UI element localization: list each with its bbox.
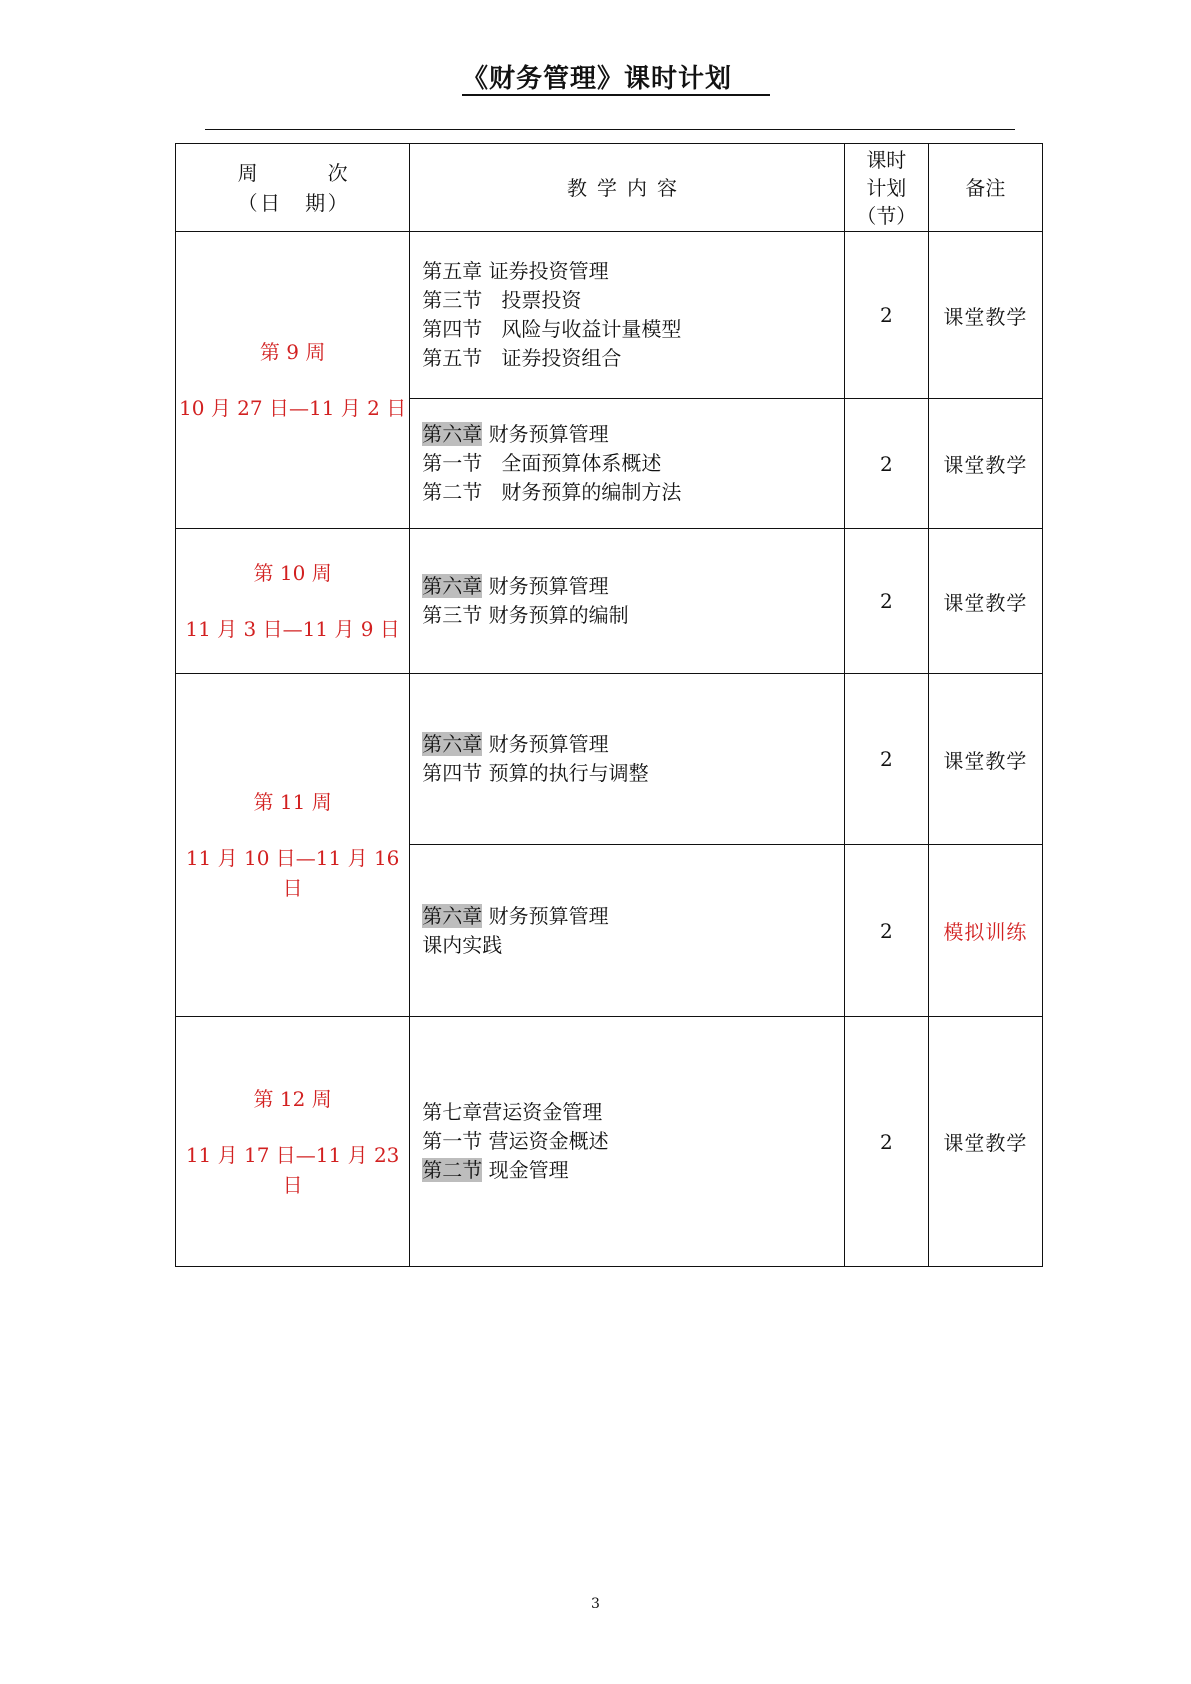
chapter-line: 第六章 财务预算管理	[422, 574, 609, 598]
week-dates: 11 月 10 日—11 月 16 日	[185, 846, 400, 900]
content-header-label: 教学内容	[567, 175, 688, 200]
hours-column-header	[844, 144, 928, 232]
week-label: 第 12 周	[253, 1086, 332, 1111]
week-dates: 11 月 17 日—11 月 23 日	[185, 1142, 400, 1197]
content-cell	[410, 1017, 845, 1267]
note-header-label: 备注	[965, 175, 1006, 200]
content-cell	[410, 529, 845, 674]
week-column-header	[176, 144, 410, 232]
week-label: 第 9 周	[259, 340, 326, 364]
week-dates: 11 月 3 日—11 月 9 日	[185, 617, 400, 641]
section-line: 第一节 营运资金概述	[422, 1129, 609, 1153]
section-line: 第二节 财务预算的编制方法	[422, 480, 682, 504]
content-cell	[410, 845, 845, 1017]
week-cell	[176, 529, 410, 674]
content-cell	[410, 674, 845, 845]
hours-cell: 2	[844, 399, 928, 529]
week-cell	[176, 232, 410, 529]
note-cell: 课堂教学	[928, 399, 1042, 529]
section-line: 第二节 现金管理	[422, 1158, 569, 1182]
section-highlight: 第二节	[422, 1158, 483, 1182]
section-line: 第三节 财务预算的编制	[422, 603, 629, 627]
page-title: 《财务管理》课时计划	[462, 64, 733, 94]
section-line: 第一节 全面预算体系概述	[422, 451, 662, 475]
date-header-label: （日 期）	[237, 190, 348, 215]
chapter-highlight: 第六章	[422, 422, 483, 446]
hours-cell: 2	[844, 845, 928, 1017]
week-label: 第 11 周	[253, 790, 332, 814]
content-column-header	[410, 144, 845, 232]
schedule-table	[175, 143, 1043, 1267]
note-column-header	[928, 144, 1042, 232]
hours-cell: 2	[844, 529, 928, 674]
hours-cell: 2	[844, 1017, 928, 1267]
hours-cell: 2	[844, 232, 928, 399]
chapter-line: 第六章 财务预算管理	[422, 732, 609, 756]
section-line: 第四节 预算的执行与调整	[422, 761, 649, 785]
header-divider	[205, 129, 1015, 130]
week-cell	[176, 1017, 410, 1267]
hours-header-line1: 课时	[866, 147, 907, 172]
section-line: 第五节 证券投资组合	[422, 346, 622, 370]
chapter-line: 第五章 证券投资管理	[422, 259, 609, 283]
practice-line: 课内实践	[422, 932, 503, 957]
title-underline	[462, 94, 770, 96]
table-row	[176, 1017, 1043, 1267]
chapter-highlight: 第六章	[422, 574, 483, 598]
chapter-line: 第六章 财务预算管理	[422, 422, 609, 446]
week-cell	[176, 674, 410, 1017]
hours-header-line3: （节）	[856, 203, 917, 228]
page-number: 3	[591, 1596, 600, 1612]
content-cell	[410, 232, 845, 399]
hours-cell: 2	[844, 674, 928, 845]
note-cell: 课堂教学	[928, 529, 1042, 674]
note-cell: 课堂教学	[928, 674, 1042, 845]
chapter-line: 第六章 财务预算管理	[422, 903, 609, 928]
section-line: 第四节 风险与收益计量模型	[422, 317, 682, 341]
week-dates: 10 月 27 日—11 月 2 日	[179, 396, 407, 420]
table-row	[176, 674, 1043, 845]
chapter-highlight: 第六章	[422, 903, 483, 928]
note-cell: 课堂教学	[928, 232, 1042, 399]
week-label: 第 10 周	[253, 561, 332, 585]
chapter-highlight: 第六章	[422, 732, 483, 756]
table-row	[176, 529, 1043, 674]
week-header-label: 周 次	[237, 160, 348, 185]
hours-header-line2: 计划	[866, 175, 907, 200]
note-cell: 模拟训练	[928, 845, 1042, 1017]
header-row	[176, 144, 1043, 232]
section-line: 第三节 投票投资	[422, 288, 582, 312]
table-row	[176, 232, 1043, 399]
chapter-line: 第七章营运资金管理	[422, 1100, 603, 1124]
content-cell	[410, 399, 845, 529]
note-cell: 课堂教学	[928, 1017, 1042, 1267]
